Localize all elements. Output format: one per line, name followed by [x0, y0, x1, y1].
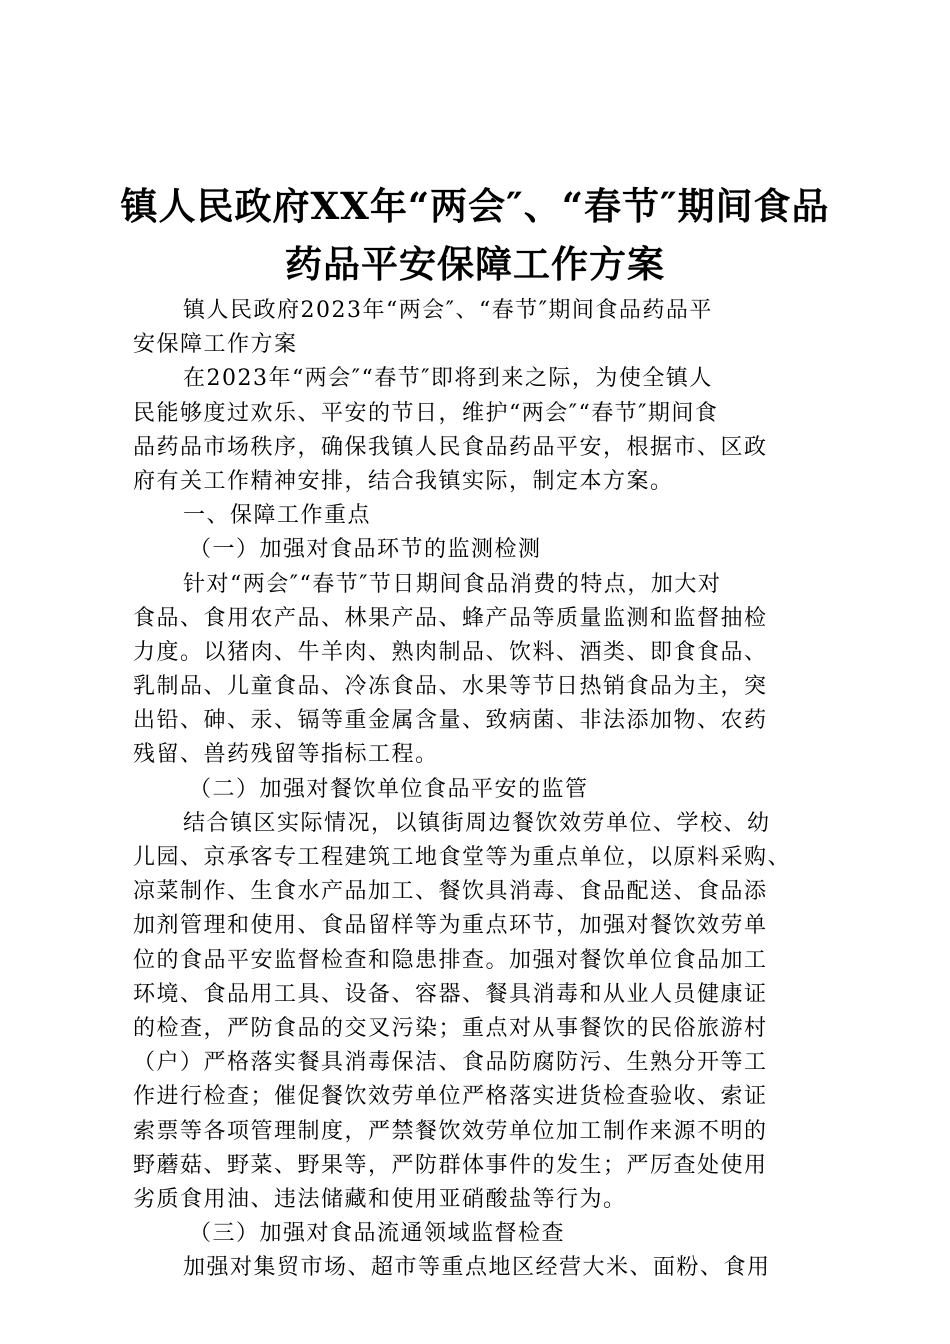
body-text-line: （二）加强对餐饮单位食品平安的监管: [189, 776, 589, 802]
body-text-line: 位的食品平安监督检查和隐患排查。加强对餐饮单位食品加工: [133, 947, 768, 973]
body-text-line: 加强对集贸市场、超市等重点地区经营大米、面粉、食用: [183, 1255, 771, 1281]
body-text-line: 结合镇区实际情况，以镇街周边餐饮效劳单位、学校、幼: [183, 810, 771, 836]
body-text-line: 府有关工作精神安排，结合我镇实际，制定本方案。: [133, 468, 674, 494]
body-text-line: 野蘑菇、野菜、野果等，严防群体事件的发生；严厉查处使用: [133, 1152, 768, 1178]
body-text-line: 儿园、京承客专工程建筑工地食堂等为重点单位，以原料采购、: [133, 845, 792, 870]
body-text-line: 劣质食用油、违法储藏和使用亚硝酸盐等行为。: [133, 1186, 627, 1212]
body-text-line: 镇人民政府2023年“两会″、“春节″期间食品药品平: [183, 298, 713, 323]
body-text-line: 作进行检查；催促餐饮效劳单位严格落实进货检查验收、索证: [133, 1084, 768, 1110]
body-text-line: 力度。以猪肉、牛羊肉、熟肉制品、饮料、酒类、即食食品、: [133, 639, 768, 665]
body-text-line: 的检查，严防食品的交叉污染；重点对从事餐饮的民俗旅游村: [133, 1015, 768, 1041]
body-text-line: 出铅、砷、汞、镉等重金属含量、致病菌、非法添加物、农药: [133, 708, 768, 734]
body-text-line: 安保障工作方案: [133, 332, 298, 358]
body-text-line: 乳制品、儿童食品、冷冻食品、水果等节日热销食品为主，突: [133, 674, 768, 700]
body-text-line: 品药品市场秩序，确保我镇人民食品药品平安，根据市、区政: [133, 434, 768, 460]
body-text-line: 针对“两会″“春节″节日期间食品消费的特点，加大对: [183, 571, 722, 597]
document-title-line-1: 镇人民政府XX年“两会″、“春节″期间食品: [120, 184, 830, 228]
document-title-line-2: 药品平安保障工作方案: [285, 242, 665, 286]
body-text-line: 食品、食用农产品、林果产品、蜂产品等质量监测和监督抽检: [133, 605, 768, 631]
document-body: [133, 294, 833, 1285]
body-text-line: 在2023年“两会″“春节″即将到来之际，为使全镇人: [183, 366, 713, 392]
body-text-line: （三）加强对食品流通领域监督检查: [189, 1221, 566, 1247]
body-text-line: 加剂管理和使用、食品留样等为重点环节，加强对餐饮效劳单: [133, 913, 768, 939]
body-text-line: 凉菜制作、生食水产品加工、餐饮具消毒、食品配送、食品添: [133, 879, 768, 905]
body-text-line: 环境、食品用工具、设备、容器、餐具消毒和从业人员健康证: [133, 981, 768, 1007]
body-text-line: （户）严格落实餐具消毒保洁、食品防腐防污、生熟分开等工: [133, 1050, 768, 1076]
body-text-line: （一）加强对食品环节的监测检测: [189, 537, 542, 563]
body-text-line: 民能够度过欢乐、平安的节日，维护“两会″“春节″期间食: [133, 400, 719, 426]
body-text-line: 一、保障工作重点: [183, 503, 372, 529]
body-text-line: 索票等各项管理制度，严禁餐饮效劳单位加工制作来源不明的: [133, 1118, 768, 1144]
body-text-line: 残留、兽药残留等指标工程。: [133, 742, 439, 768]
